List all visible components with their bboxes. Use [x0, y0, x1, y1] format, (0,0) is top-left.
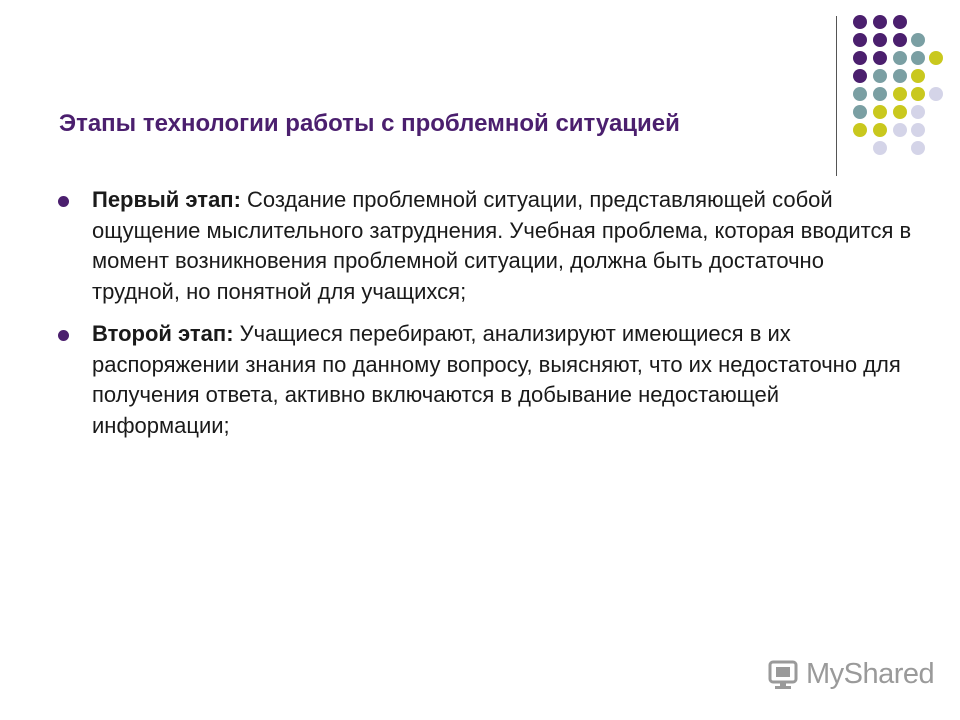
dot [929, 51, 943, 65]
dot [853, 33, 867, 47]
bullet-dot-icon [58, 330, 69, 341]
vertical-divider [836, 16, 837, 176]
dot [873, 15, 887, 29]
logo-text: MyShared [806, 657, 935, 690]
dot [873, 105, 887, 119]
dot [893, 123, 907, 137]
dot [893, 15, 907, 29]
dot [911, 141, 925, 155]
dot [853, 69, 867, 83]
dot [853, 123, 867, 137]
dot [911, 69, 925, 83]
dot [911, 51, 925, 65]
bullet-item-first-stage [56, 185, 916, 307]
bullet-list [56, 185, 916, 453]
bullet-label: Второй этап: [92, 321, 234, 346]
dot [873, 69, 887, 83]
myshared-logo-icon [766, 656, 802, 692]
dot [873, 87, 887, 101]
dot [873, 141, 887, 155]
dot [929, 87, 943, 101]
dot [853, 51, 867, 65]
bullet-dot-icon [58, 196, 69, 207]
dot [873, 33, 887, 47]
bullet-text: Учащиеся перебирают, анализируют имеющиеся в их распоряжении знания по данному вопросу, выясняют, что их недостаточно для получения ответа, активно включаются в добывание недостающей информации; [92, 321, 901, 438]
dot [911, 123, 925, 137]
dot [853, 105, 867, 119]
bullet-text: Создание проблемной ситуации, представляющей собой ощущение мыслительного затруднения. Учебная проблема, которая вводится в момент возникновения проблемной ситуации, должна быть достаточно трудной, но понятной для учащихся; [92, 187, 912, 304]
dot [893, 51, 907, 65]
decorative-dot-grid [0, 0, 960, 200]
bullet-item-second-stage [56, 319, 916, 441]
dot [893, 105, 907, 119]
bullet-label: Первый этап: [92, 187, 241, 212]
dot [893, 33, 907, 47]
dot [853, 87, 867, 101]
slide-title: Этапы технологии работы с проблемной ситуацией [59, 110, 680, 137]
dot [893, 69, 907, 83]
myshared-logo [766, 656, 934, 692]
dot [873, 123, 887, 137]
dot [911, 105, 925, 119]
dot [911, 33, 925, 47]
dot [893, 87, 907, 101]
dot [873, 51, 887, 65]
dot [911, 87, 925, 101]
dot [853, 15, 867, 29]
